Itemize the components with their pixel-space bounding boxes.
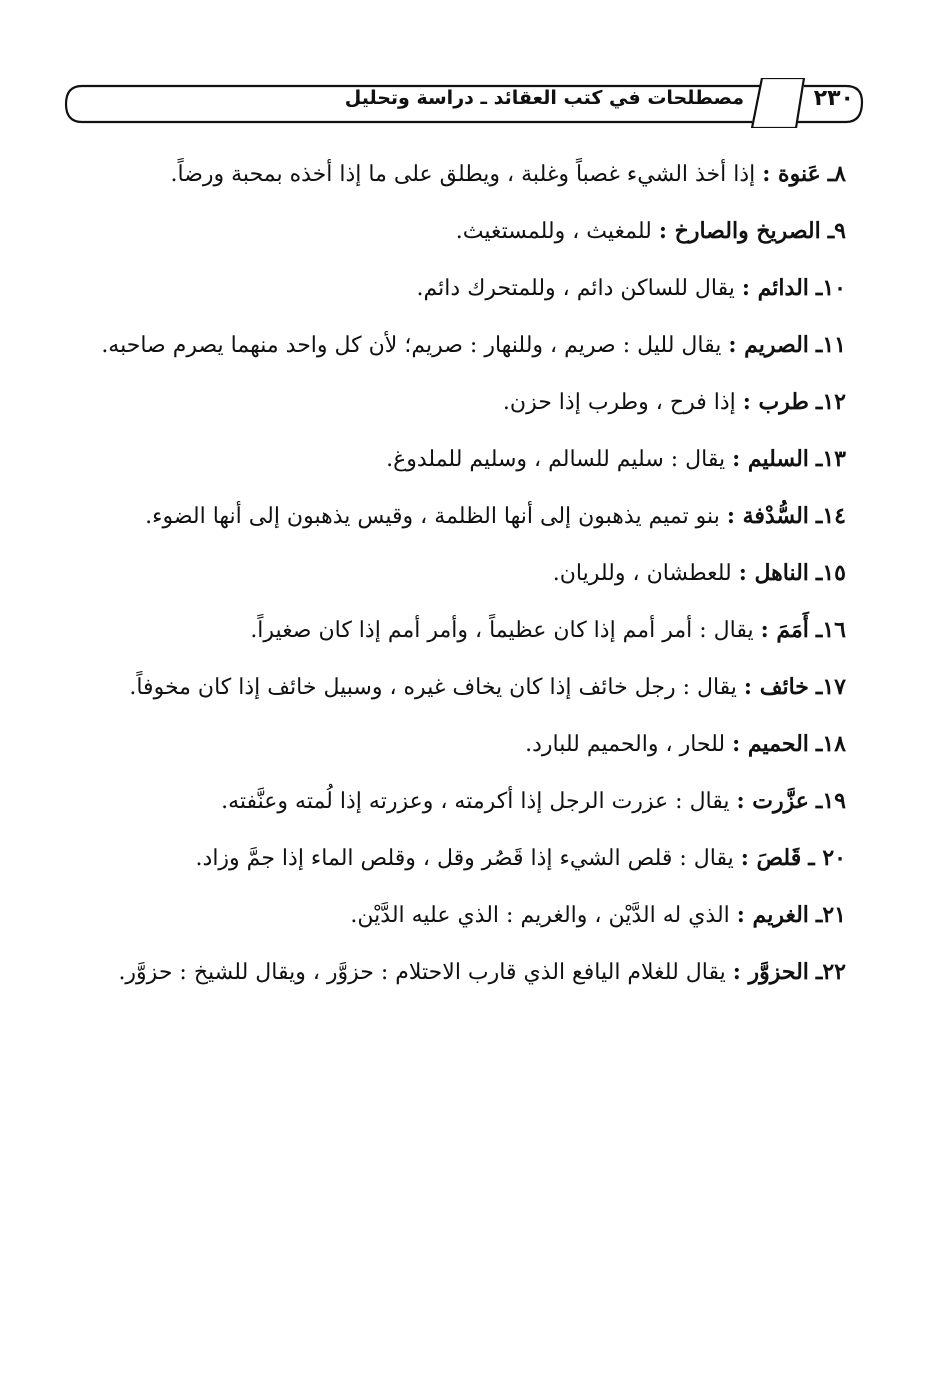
entry-definition: يقال للغلام اليافع الذي قارب الاحتلام : حزوَّر ، ويقال للشيخ : حزوَّر.: [118, 960, 733, 985]
entry-10: [76, 260, 846, 317]
entry-9: [76, 203, 846, 260]
entry-term: الصريخ والصارخ :: [658, 218, 821, 244]
entry-term: طرب :: [742, 389, 809, 415]
page-number: ٢٣٠: [813, 86, 854, 111]
entry-definition: يقال : سليم للسالم ، وسليم للملدوغ.: [386, 447, 733, 472]
entry-term: قَلصَ :: [740, 845, 802, 871]
entry-15: [76, 545, 846, 602]
entry-definition: للعطشان ، وللريان.: [552, 561, 739, 586]
running-title: مصطلحات في كتب العقائد ـ دراسة وتحليل: [344, 87, 744, 109]
entry-definition: يقال : عزرت الرجل إذا أكرمته ، وعزرته إذا لُمته وعنَّفته.: [221, 789, 737, 814]
page-header: [62, 78, 866, 128]
entry-definition: بنو تميم يذهبون إلى أنها الظلمة ، وقيس يذهبون إلى أنها الضوء.: [145, 504, 727, 529]
entry-definition: يقال : قلص الشيء إذا قَصُر وقل ، وقلص الماء إذا جمَّ وزاد.: [195, 846, 741, 871]
entry-definition: للحار ، والحميم للبارد.: [525, 732, 733, 757]
entry-definition: الذي له الدَّيْن ، والغريم : الذي عليه الدَّيْن.: [350, 903, 737, 928]
entry-definition: يقال لليل : صريم ، وللنهار : صريم؛ لأن كل واحد منهما يصرم صاحبه.: [101, 333, 729, 358]
entry-number: ١٤ـ: [815, 503, 846, 529]
entry-14: [76, 488, 846, 545]
entry-term: الصريم :: [728, 332, 809, 358]
entry-number: ١٦ـ: [815, 617, 846, 643]
entry-17: [76, 659, 846, 716]
entry-term: عَنوة :: [762, 161, 821, 187]
entry-number: ٨ـ: [827, 161, 846, 187]
entry-definition: إذا فرح ، وطرب إذا حزن.: [502, 390, 743, 415]
entry-term: الناهل :: [738, 560, 809, 586]
entry-term: الحميم :: [732, 731, 809, 757]
entry-11: [76, 317, 846, 374]
entry-term: عزَّرت :: [736, 788, 809, 814]
entry-term: الغريم :: [736, 902, 809, 928]
entry-number: ١٩ـ: [815, 788, 846, 814]
entry-number: ٢١ـ: [815, 902, 846, 928]
entry-definition: للمغيث ، وللمستغيث.: [455, 219, 659, 244]
entry-number: ١٥ـ: [815, 560, 846, 586]
entry-term: أَمَمَ :: [760, 617, 809, 643]
entry-13: [76, 431, 846, 488]
entry-number: ١٠ـ: [815, 275, 846, 301]
entry-definition: يقال : أمر أمم إذا كان عظيماً ، وأمر أمم إذا كان صغيراً.: [250, 618, 761, 643]
page-body: [76, 146, 846, 1001]
entry-22: [76, 944, 846, 1001]
entry-number: ١٧ـ: [815, 674, 846, 700]
entry-term: الدائم :: [741, 275, 809, 301]
entry-8: [76, 146, 846, 203]
entry-term: السليم :: [732, 446, 809, 472]
entry-definition: يقال : رجل خائف إذا كان يخاف غيره ، وسبيل خائف إذا كان مخوفاً.: [129, 675, 744, 700]
entry-number: ٩ـ: [827, 218, 846, 244]
entry-term: الحزوَّر :: [732, 959, 809, 985]
entry-number: ١٨ـ: [815, 731, 846, 757]
entry-definition: إذا أخذ الشيء غصباً وغلبة ، ويطلق على ما إذا أخذه بمحبة ورضاً.: [170, 162, 763, 187]
entry-number: ١٢ـ: [815, 389, 846, 415]
entry-definition: يقال للساكن دائم ، وللمتحرك دائم.: [416, 276, 742, 301]
entry-number: ٢٠ ـ: [808, 845, 846, 871]
entry-20: [76, 830, 846, 887]
entry-12: [76, 374, 846, 431]
entry-18: [76, 716, 846, 773]
entry-19: [76, 773, 846, 830]
entry-number: ٢٢ـ: [815, 959, 846, 985]
entry-number: ١٣ـ: [815, 446, 846, 472]
entry-number: ١١ـ: [815, 332, 846, 358]
entry-term: السُّدْفة :: [726, 503, 809, 529]
entry-16: [76, 602, 846, 659]
entry-term: خائف :: [743, 674, 809, 700]
entry-21: [76, 887, 846, 944]
